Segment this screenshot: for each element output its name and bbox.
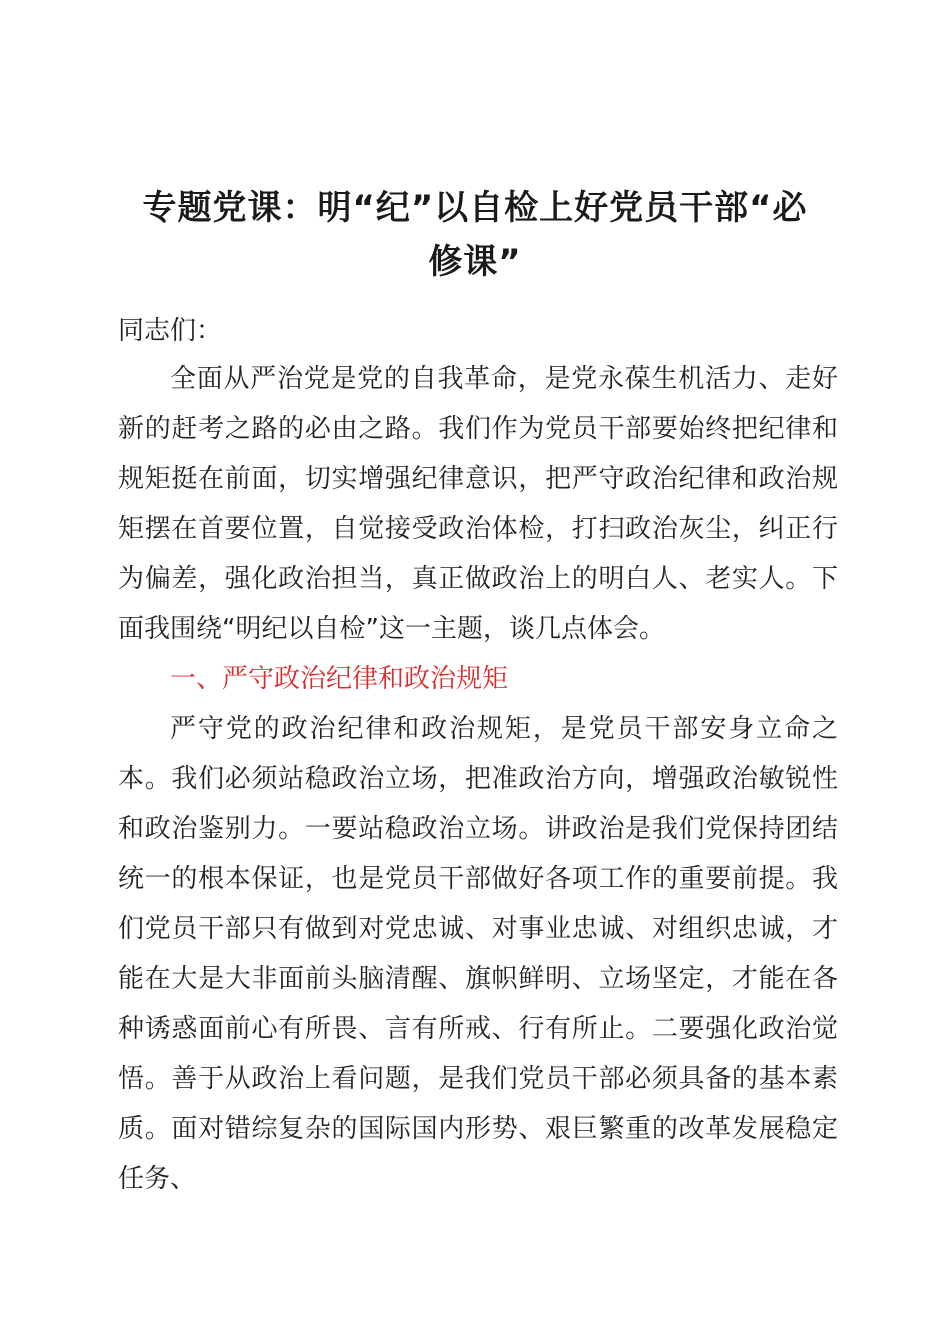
document-title-line-1: 专题党课：明“纪”以自检上好党员干部“必 <box>142 188 808 228</box>
paragraph-section-1: 严守党的政治纪律和政治规矩，是党员干部安身立命之本。我们必须站稳政治立场，把准政治方向，增强政治敏锐性和政治鉴别力。一要站稳政治立场。讲政治是我们党保持团结统一的根本保证，也是党员干部做好各项工作的重要前提。我们党员干部只有做到对党忠诚、对事业忠诚、对组织忠诚，才能在大是大非面前头脑清醒、旗帜鲜明、立场坚定，才能在各种诱惑面前心有所畏、言有所戒、行有所止。二要强化政治觉悟。善于从政治上看问题，是我们党员干部必须具备的基本素质。面对错综复杂的国际国内形势、艰巨繁重的改革发展稳定任务、 <box>118 714 838 1194</box>
salutation: 同志们： <box>118 316 223 346</box>
section-heading-1: 一、严守政治纪律和政治规矩 <box>170 664 509 694</box>
document-title-line-2: 修课” <box>428 242 522 282</box>
paragraph-intro: 全面从严治党是党的自我革命，是党永葆生机活力、走好新的赶考之路的必由之路。我们作为党员干部要始终把纪律和规矩挺在前面，切实增强纪律意识，把严守政治纪律和政治规矩摆在首要位置，自觉接受政治体检，打扫政治灰尘，纠正行为偏差，强化政治担当，真正做政治上的明白人、老实人。下面我围绕“明纪以自检”这一主题，谈几点体会。 <box>118 364 838 644</box>
